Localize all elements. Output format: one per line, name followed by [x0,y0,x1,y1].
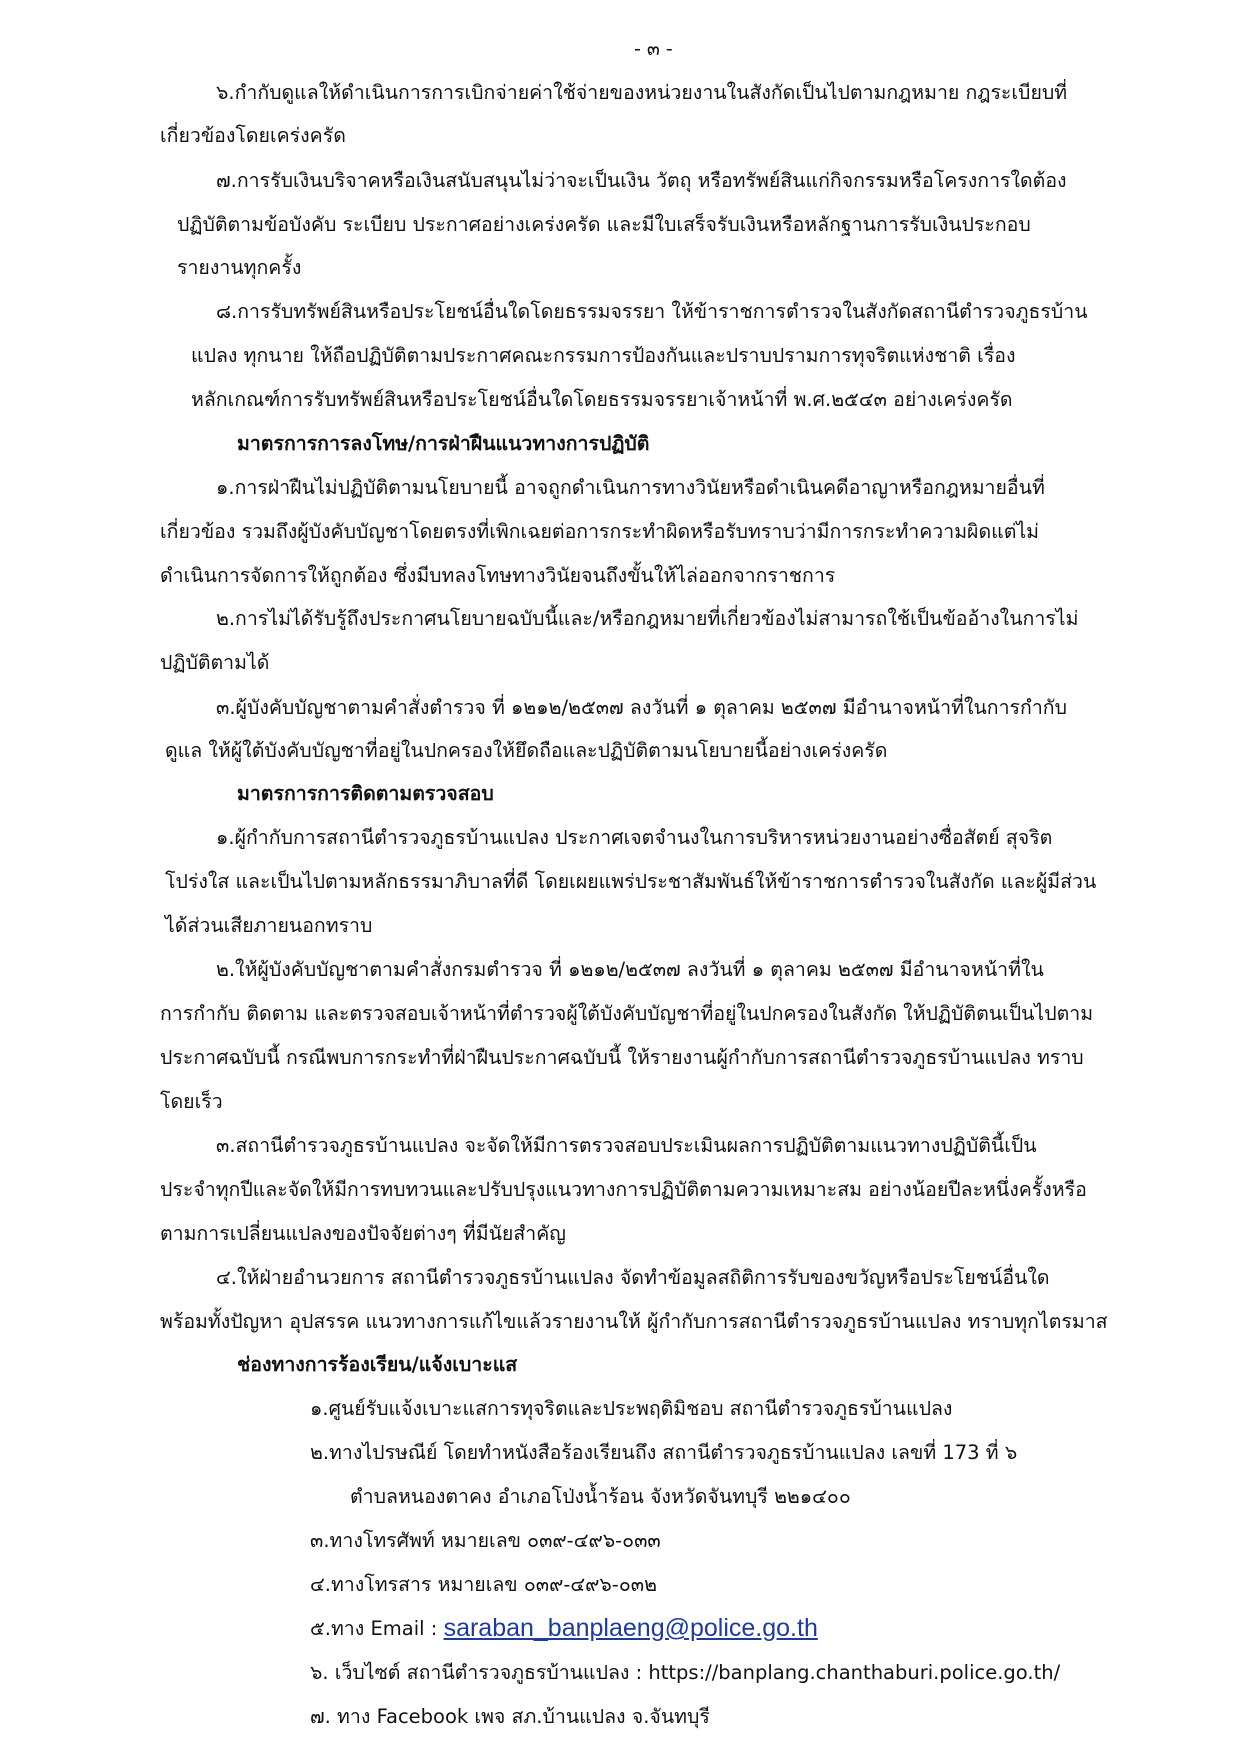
procedure-8-line-1: ๘.การรับทรัพย์สินหรือประโยชน์อื่นใดโดยธรรมจรรยา ให้ข้าราชการตำรวจในสังกัดสถานีตำรวจภูธรบ้าน [216,300,1088,323]
monitoring-3-line-2: ประจำทุกปีและจัดให้มีการทบทวนและปรับปรุงแนวทางการปฏิบัติตามความเหมาะสม อย่างน้อยปีละหนึ่งครั้งหรือ [160,1178,1087,1201]
procedure-7-line-1: ๗.การรับเงินบริจาคหรือเงินสนับสนุนไม่ว่าจะเป็นเงิน วัตถุ หรือทรัพย์สินแก่กิจกรรมหรือโครงการใดต้อง [216,169,1067,192]
penalty-3-line-1: ๓.ผู้บังคับบัญชาตามคำสั่งตำรวจ ที่ ๑๒๑๒/๒๕๓๗ ลงวันที่ ๑ ตุลาคม ๒๕๓๗ มีอำนาจหน้าที่ในการกำกับ [216,696,1067,719]
monitoring-3-line-3: ตามการเปลี่ยนแปลงของปัจจัยต่างๆ ที่มีนัยสำคัญ [160,1222,566,1245]
channel-1: ๑.ศูนย์รับแจ้งเบาะแสการทุจริตและประพฤติมิชอบ สถานีตำรวจภูธรบ้านแปลง [310,1397,953,1420]
channel-3: ๓.ทางโทรศัพท์ หมายเลข ๐๓๙-๔๙๖-๐๓๓ [310,1529,661,1552]
penalty-1-line-3: ดำเนินการจัดการให้ถูกต้อง ซึ่งมีบทลงโทษทางวินัยจนถึงขั้นให้ไล่ออกจากราชการ [160,564,836,587]
monitoring-1-line-1: ๑.ผู้กำกับการสถานีตำรวจภูธรบ้านแปลง ประกาศเจตจำนงในการบริหารหน่วยงานอย่างซื่อสัตย์ สุจริต [216,826,1053,849]
email-link[interactable]: saraban_banplaeng@police.go.th [443,1614,818,1642]
penalty-1-line-1: ๑.การฝ่าฝืนไม่ปฏิบัติตามนโยบายนี้ อาจถูกดำเนินการทางวินัยหรือดำเนินคดีอาญาหรือกฎหมายอื่นที่ [216,476,1045,499]
monitoring-2-line-2: การกำกับ ติดตาม และตรวจสอบเจ้าหน้าที่ตำรวจผู้ใต้บังคับบัญชาที่อยู่ในปกครองในสังกัด ให้ปฏิบัติตนเป็นไปตาม [160,1002,1094,1025]
monitoring-4-line-1: ๔.ให้ฝ่ายอำนวยการ สถานีตำรวจภูธรบ้านแปลง จัดทำข้อมูลสถิติการรับของขวัญหรือประโยชน์อื่นใด [216,1266,1050,1289]
monitoring-2-line-4: โดยเร็ว [160,1090,223,1113]
channel-2-line-2: ตำบลหนองตาคง อำเภอโป่งน้ำร้อน จังหวัดจันทบุรี ๒๒๑๔๐๐ [350,1485,851,1508]
monitoring-2-line-1: ๒.ให้ผู้บังคับบัญชาตามคำสั่งกรมตำรวจ ที่ ๑๒๑๒/๒๕๓๗ ลงวันที่ ๑ ตุลาคม ๒๕๓๗ มีอำนาจหน้าที่ใน [216,958,1044,981]
penalty-2-line-2: ปฏิบัติตามได้ [160,651,270,674]
channel-5 [310,1613,818,1644]
procedure-7-line-2: ปฏิบัติตามข้อบังคับ ระเบียบ ประกาศอย่างเคร่งครัด และมีใบเสร็จรับเงินหรือหลักฐานการรับเงินประกอบ [177,213,1031,236]
penalty-3-line-2: ดูแล ให้ผู้ใต้บังคับบัญชาที่อยู่ในปกครองให้ยึดถือและปฏิบัติตามนโยบายนี้อย่างเคร่งครัด [165,739,888,762]
channel-5-label: ๕.ทาง Email : [310,1617,444,1640]
penalty-heading: มาตรการการลงโทษ/การฝ่าฝืนแนวทางการปฏิบัติ [237,432,650,455]
channel-4: ๔.ทางโทรสาร หมายเลข ๐๓๙-๔๙๖-๐๓๒ [310,1573,657,1596]
monitoring-2-line-3: ประกาศฉบับนี้ กรณีพบการกระทำที่ฝ่าฝืนประกาศฉบับนี้ ให้รายงานผู้กำกับการสถานีตำรวจภูธรบ้านแปลง ทราบ [160,1046,1084,1069]
channel-2-line-1: ๒.ทางไปรษณีย์ โดยทำหนังสือร้องเรียนถึง สถานีตำรวจภูธรบ้านแปลง เลขที่ 173 ที่ ๖ [310,1441,1018,1464]
monitoring-3-line-1: ๓.สถานีตำรวจภูธรบ้านแปลง จะจัดให้มีการตรวจสอบประเมินผลการปฏิบัติตามแนวทางปฏิบัตินี้เป็น [216,1134,1037,1157]
monitoring-heading: มาตรการการติดตามตรวจสอบ [237,782,494,805]
procedure-8-line-2: แปลง ทุกนาย ให้ถือปฏิบัติตามประกาศคณะกรรมการป้องกันและปราบปรามการทุจริตแห่งชาติ เรื่อง [191,344,1016,367]
penalty-2-line-1: ๒.การไม่ได้รับรู้ถึงประกาศนโยบายฉบับนี้และ/หรือกฎหมายที่เกี่ยวข้องไม่สามารถใช้เป็นข้ออ้างในการไม่ [216,607,1079,630]
channel-6: ๖. เว็บไซต์ สถานีตำรวจภูธรบ้านแปลง : https://banplang.chanthaburi.police.go.th/ [310,1661,1061,1684]
channel-7: ๗. ทาง Facebook เพจ สภ.บ้านแปลง จ.จันทบุรี [310,1705,710,1728]
procedure-8-line-3: หลักเกณฑ์การรับทรัพย์สินหรือประโยชน์อื่นใดโดยธรรมจรรยาเจ้าหน้าที่ พ.ศ.๒๕๔๓ อย่างเคร่งครัด [191,388,1013,411]
monitoring-4-line-2: พร้อมทั้งปัญหา อุปสรรค แนวทางการแก้ไขแล้วรายงานให้ ผู้กำกับการสถานีตำรวจภูธรบ้านแปลง ทราบทุกไตรมาส [160,1310,1108,1333]
procedure-6-line-2: เกี่ยวข้องโดยเคร่งครัด [160,124,346,147]
procedure-6-line-1: ๖.กำกับดูแลให้ดำเนินการการเบิกจ่ายค่าใช้จ่ายของหน่วยงานในสังกัดเป็นไปตามกฎหมาย กฎระเบียบที่ [216,81,1068,104]
procedure-7-line-3: รายงานทุกครั้ง [177,256,302,279]
channels-heading: ช่องทางการร้องเรียน/แจ้งเบาะแส [237,1353,518,1376]
penalty-1-line-2: เกี่ยวข้อง รวมถึงผู้บังคับบัญชาโดยตรงที่เพิกเฉยต่อการกระทำผิดหรือรับทราบว่ามีการกระทำความผิดแต่ไม่ [160,520,1040,543]
page-number: - ๓ - [634,38,673,60]
monitoring-1-line-3: ได้ส่วนเสียภายนอกทราบ [165,914,373,937]
monitoring-1-line-2: โปร่งใส และเป็นไปตามหลักธรรมาภิบาลที่ดี โดยเผยแพร่ประชาสัมพันธ์ให้ข้าราชการตำรวจในสังกัด และผู้มีส่วน [165,870,1097,893]
